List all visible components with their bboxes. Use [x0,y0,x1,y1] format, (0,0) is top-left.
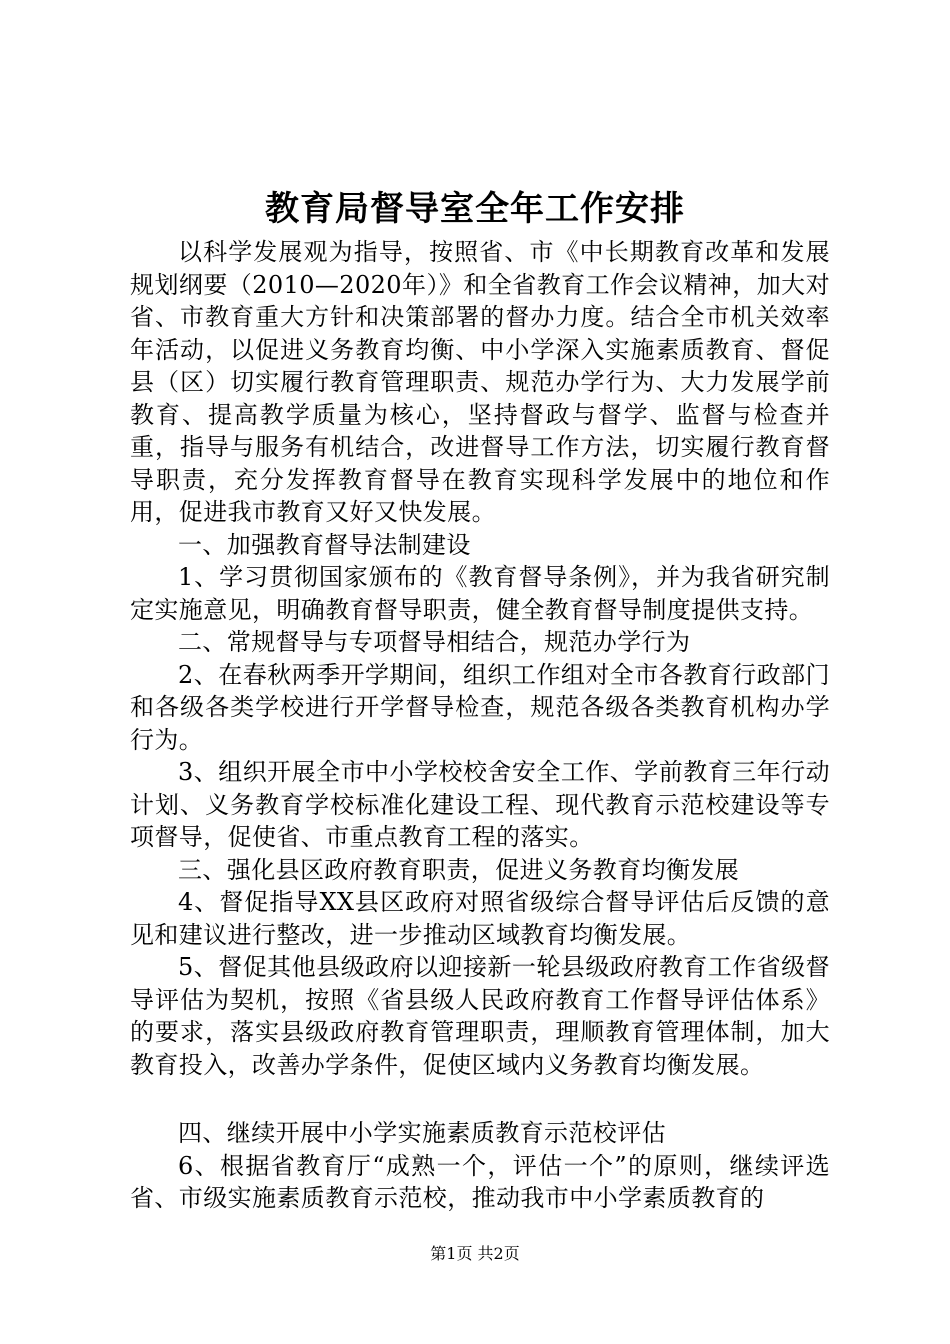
section2-item-3: 3、组织开展全市中小学校校舍安全工作、学前教育三年行动计划、义务教育学校标准化建设工程、现代教育示范校建设等专项督导，促使省、市重点教育工程的落实。 [130,758,830,851]
document-title: 教育局督导室全年工作安排 [265,189,685,229]
section-heading-4: 四、继续开展中小学实施素质教育示范校评估 [178,1119,666,1147]
section-heading-1: 一、加强教育督导法制建设 [178,530,471,559]
section-heading-2: 二、常规督导与专项督导相结合，规范办学行为 [178,628,691,656]
section-heading-3: 三、强化县区政府教育职责，促进义务教育均衡发展 [178,855,740,884]
intro-paragraph: 以科学发展观为指导，按照省、市《中长期教育改革和发展规划纲要（2010—2020年）》和全省教育工作会议精神，加大对省、市教育重大方针和决策部署的督办力度。结合全市机关效率年活动，以促进义务教育均衡、中小学深入实施素质教育、督促县（区）切实履行教育管理职责、规范办学行为、大力发展学前教育、提高教学质量为核心，坚持督政与督学、监督与检查并重，指导与服务有机结合，改进督导工作方法，切实履行教育督导职责，充分发挥教育督导在教育实现科学发展中的地位和作用，促进我市教育又好又快发展。 [130,238,830,526]
paragraph-spacer [130,1081,830,1117]
section2-item-2: 2、在春秋两季开学期间，组织工作组对全市各教育行政部门和各级各类学校进行开学督导检查，规范各级各类教育机构办学行为。 [130,660,830,754]
section4-item-6: 6、根据省教育厅“成熟一个，评估一个”的原则，继续评选省、市级实施素质教育示范校，推动我市中小学素质教育的 [130,1151,830,1212]
document-body [130,236,830,1215]
section3-item-4: 4、督促指导XX县区政府对照省级综合督导评估后反馈的意见和建议进行整改，进一步推动区域教育均衡发展。 [130,888,830,949]
section1-item-1: 1、学习贯彻国家颁布的《教育督导条例》，并为我省研究制定实施意见，明确教育督导职责，健全教育督导制度提供支持。 [130,563,830,624]
section3-item-5: 5、督促其他县级政府以迎接新一轮县级政府教育工作省级督导评估为契机，按照《省县级人民政府教育工作督导评估体系》的要求，落实县级政府教育管理职责，理顺教育管理体制，加大教育投入，改善办学条件，促使区域内义务教育均衡发展。 [130,953,830,1079]
page-footer: 第1页 共2页 [430,1244,520,1263]
